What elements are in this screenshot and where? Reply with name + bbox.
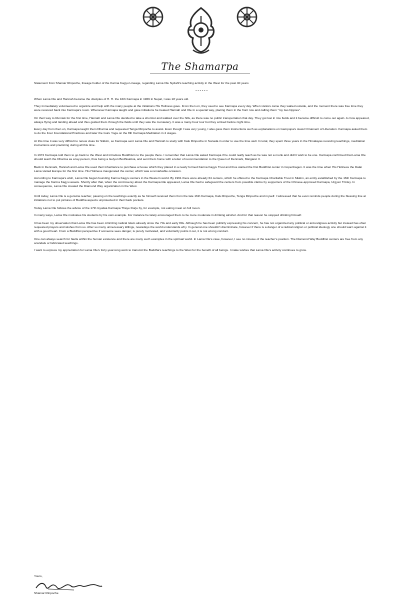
paragraph: In 1972 Karmapa told them to go back to the West and introduce Buddhism to the people there. I remember that Lama Ole asked Karmapa if he could really teach as he was not a monk and didn't wish to be one. Karmapa confirmed that Lama Ole should teach the Dharma as a lay-person, thus being a Gelyun Bodhisattva, and sent them home with a letter of recommendation to the Queen of Denmark, Margaret II. [34, 153, 366, 162]
paragraph: It has been my observation that Lama Ole has been criticizing radical Islam already since the 70s and early 80s. Although he has been publicly expressing his concern, he has not organized any political or anti-religious activity but instead has often requested prayers and wishes from us. After so many unnecessary killings, nowadays the world understands why. In general one shouldn't discriminate, however if there is a danger of a radical religion or political ideology one should warn against it with a good heart. From a Buddhist perspective if someone sees danger, is purely motivated, and voluntarily points it out, it is not wrong conduct. [34, 221, 367, 234]
paragraph: On their way to Rumtek for the first time, Hannah and Lama Ole decided to take a shortcut and walked over the hills, as there was no public transportation that day. They got lost in rice fields and it became difficult to come out again. A crow appeared, always flying and landing ahead and thus guided them through the fields until they saw the monastery. It was a many-hour tour but they arrived before night time. [34, 115, 370, 124]
header-divider [150, 73, 250, 74]
paragraph: According to Karmapa's wish, Lama Ole began founding Karma Kagyu centers in the Western world. By 1991 there were already 64 centers, which he offered to the Karmapa Charitable Trust in Sikkim, an entity established by the 16th Karmapa to manage the Karma Kagyu assets. Shortly after that, when the controversy about the Karmapa title appeared, Lama Ole had to safeguard the centers from possible claims by supporters of the Chinese-approved Karmapa, Urgyen Trinley. In consequence, Lama Ole created the Diamond Way organization in the West. [34, 176, 366, 189]
paragraph: Today Lama Ole follows the advice of the 17th Gyalwa Karmapa Thaye Dorje by, for example, not eating meat on full moon. [34, 205, 201, 210]
signatory-name: Shamar Rinpoche [34, 591, 59, 595]
letterhead-title: The Shamarpa [161, 62, 239, 73]
paragraph: One can always search for faults within the human existence and there are many such examples in the spiritual world. In Lama Ole's case, however, I see no misuse of the teacher's position. The Diamond Way Buddhist centers are free from any scandals or fabricated teachings. [34, 236, 364, 245]
paragraph: In many ways, Lama Ole motivates his students by his own example. For instance he lately encouraged them to be more moderate in drinking alcohol. And for that reason he stopped drinking himself. [34, 213, 302, 218]
letterhead-crest [0, 6, 400, 68]
crest-emblem-icon [183, 6, 219, 58]
paragraph: They immediately volunteered to organize and help with the many people at the initiations His Holiness gave. From then on, they used to see Karmapa every day. When visitors came they waited outside, and the moment there was free time they were received back into Karmapa's room. Whenever Karmapa taught and gave initiations he treated Hannah and Ole in a special way, placing them in the front row and calling them "my two hippies". [34, 104, 364, 113]
paragraph: At this time it was very difficult to renew visas for Sikkim, so Karmapa sent Lama Ole and Hannah to study with Kalu Rinpoche in Sonada in order to use the time well. In total, they spent three years in the Himalayas receiving teachings, meditation instructions and practicing during all this time. [34, 138, 366, 147]
letter-body [34, 81, 370, 256]
dharma-wheel-icon [142, 6, 164, 28]
paragraph: Every day from then on, Karmapa taught them Dharma and requested Tenga Rinpoche to assist. Even though I was very young, I also gave them instructions such as explanations on Gampopa's Jewel Ornament of Liberation. Karmapa asked them to do the Four Foundational Practices and later the Guru Yoga on the 8th Karmapa Meditation in 4 stages. [34, 127, 368, 136]
separator-stars: ****** [195, 88, 209, 93]
paragraph: When Lama Ole and Hannah became the disciples of H. H. the 16th Karmapa in 1969 in Nepal, I was 18 years old. [34, 96, 189, 101]
dharma-wheel-icon [236, 6, 258, 28]
paragraph: Back in Denmark, Hannah and Lama Ole used their inheritance to purchase a house which they placed in a newly formed Karma Kagyu Trust and thus started the first Buddhist center in Copenhagen. It was the time when His Holiness the Dalai Lama visited Europe for the first time. His Holiness inaugurated the center, which was a remarkable occasion. [34, 164, 362, 173]
closing-salutation: Yours, [34, 574, 43, 578]
paragraph: I want to express my appreciation for Lama Ole's forty-year-long work to transmit the Buddha's teachings to the West for the benefit of all beings. I make wishes that Lama Ole's activity continues to grow. [34, 248, 307, 253]
paragraph: Until today, Lama Ole is a genuine teacher, passing on the teachings exactly as he himself received them from the late 16th Karmapa, Kalu Rinpoche, Tenga Rinpoche and myself. I witnessed that he even reminds people during the blessing line at initiations not to put pictures of Buddha aspects unprotected in their back pockets. [34, 194, 366, 203]
intro-paragraph: Statement from Shamar Rinpoche, lineage holder of the Karma Kagyu Lineage, regarding Lama Ole Nydahl's teaching activity in the West for the past 40 years [34, 81, 249, 85]
